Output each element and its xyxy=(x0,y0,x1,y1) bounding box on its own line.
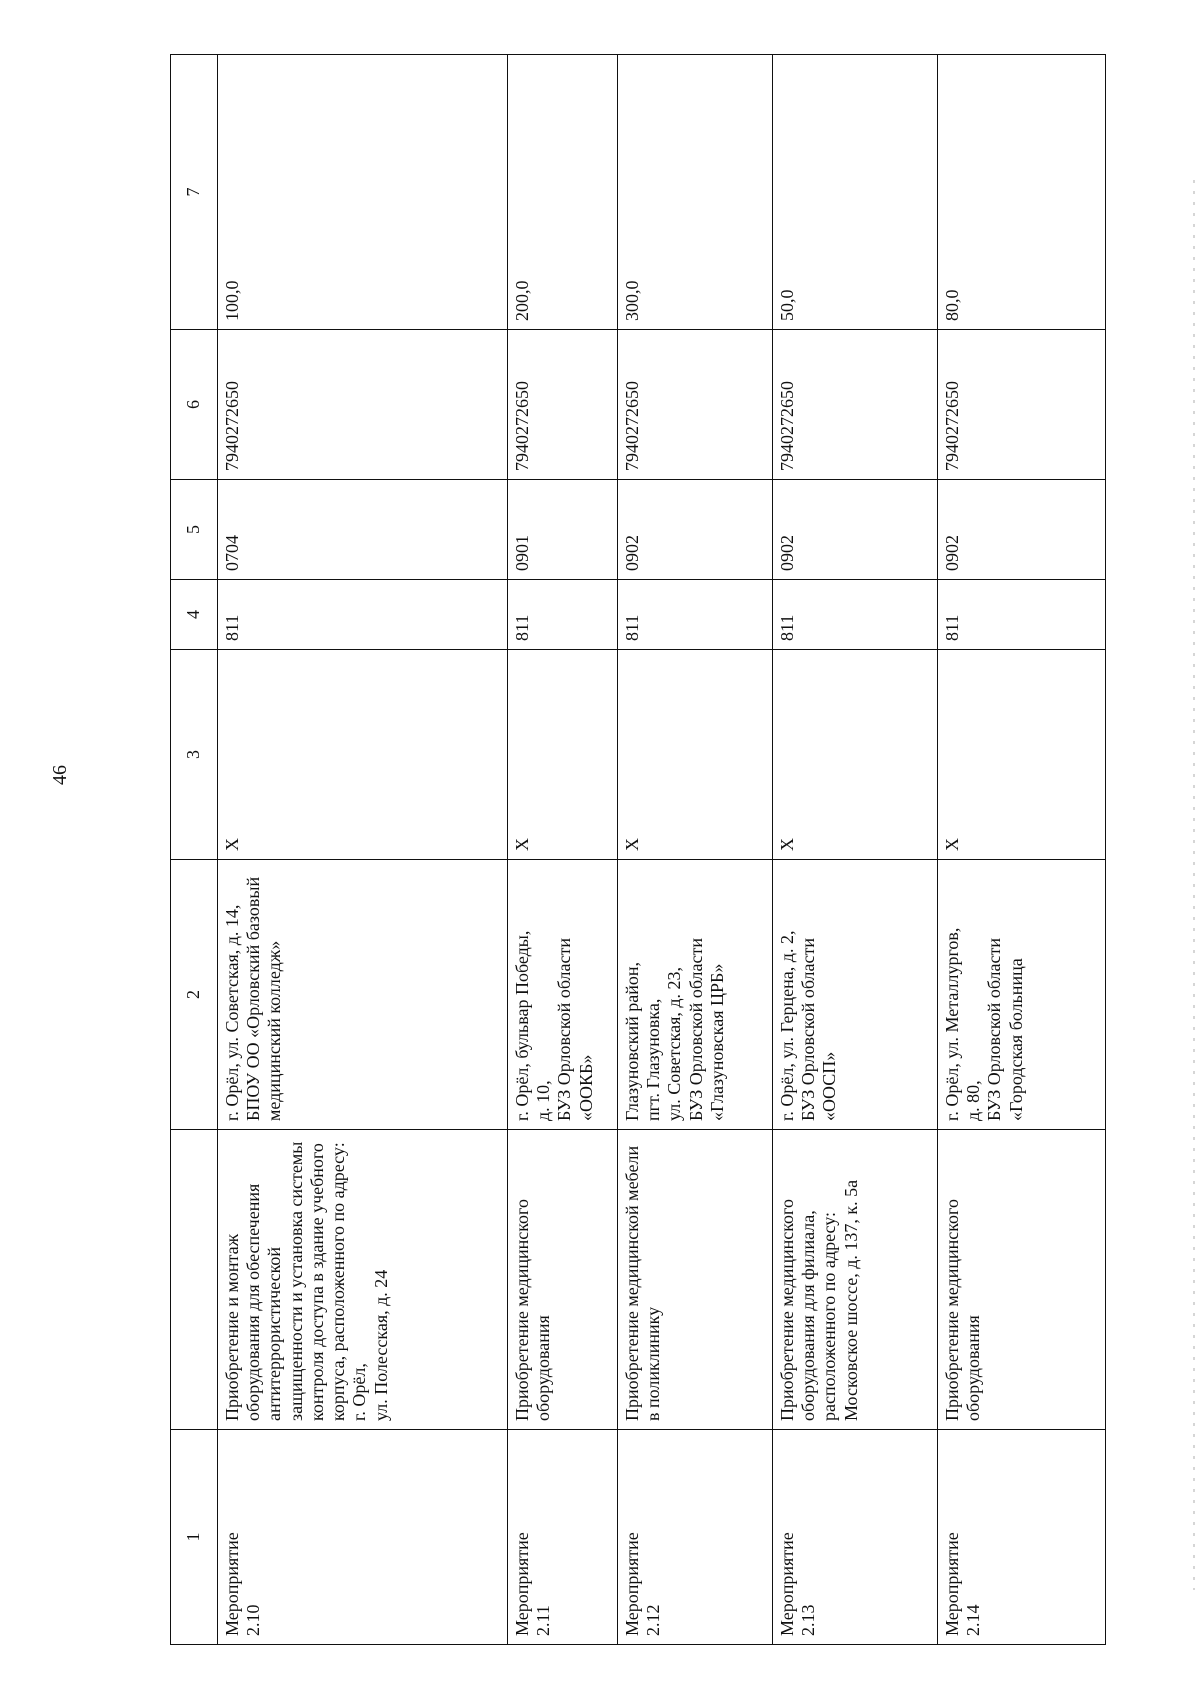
col6-cell: 7940272650 xyxy=(508,330,618,480)
col7-cell: 100,0 xyxy=(218,55,508,330)
address-cell: г. Орёл, ул. Советская, д. 14, БПОУ ОО «Орловский базовый медицинский колледж» xyxy=(218,860,508,1130)
col6-cell: 7940272650 xyxy=(218,330,508,480)
header-cell: 2 xyxy=(171,860,218,1130)
col5-cell: 0902 xyxy=(618,480,773,580)
header-cell: 1 xyxy=(171,1430,218,1645)
address-cell: г. Орёл, бульвар Победы, д. 10, БУЗ Орловской области «ООКБ» xyxy=(508,860,618,1130)
col7-cell: 80,0 xyxy=(938,55,1106,330)
event-id-cell: Мероприятие 2.10 xyxy=(218,1430,508,1645)
header-cell xyxy=(171,1130,218,1430)
col5-cell: 0901 xyxy=(508,480,618,580)
col4-cell: 811 xyxy=(218,580,508,650)
col6-cell: 7940272650 xyxy=(773,330,938,480)
col4-cell: 811 xyxy=(773,580,938,650)
header-cell: 6 xyxy=(171,330,218,480)
header-cell: 7 xyxy=(171,55,218,330)
col3-cell: Х xyxy=(938,650,1106,860)
address-cell: Глазуновский район, пгт. Глазуновка, ул. Советская, д. 23, БУЗ Орловской области «Глазуновская ЦРБ» xyxy=(618,860,773,1130)
col6-cell: 7940272650 xyxy=(618,330,773,480)
event-description-cell: Приобретение медицинского оборудования xyxy=(508,1130,618,1430)
col7-cell: 300,0 xyxy=(618,55,773,330)
column-number-header xyxy=(171,55,218,1645)
table-row xyxy=(938,55,1106,1645)
col5-cell: 0902 xyxy=(773,480,938,580)
header-cell: 5 xyxy=(171,480,218,580)
rotated-table-wrapper xyxy=(170,55,1100,1645)
col3-cell: Х xyxy=(218,650,508,860)
event-id-cell: Мероприятие 2.13 xyxy=(773,1430,938,1645)
col7-cell: 50,0 xyxy=(773,55,938,330)
event-id-cell: Мероприятие 2.11 xyxy=(508,1430,618,1645)
col5-cell: 0902 xyxy=(938,480,1106,580)
budget-table xyxy=(170,54,1106,1645)
event-id-cell: Мероприятие 2.12 xyxy=(618,1430,773,1645)
col3-cell: Х xyxy=(508,650,618,860)
address-cell: г. Орёл, ул. Герцена, д. 2, БУЗ Орловской области «ООСП» xyxy=(773,860,938,1130)
col3-cell: Х xyxy=(773,650,938,860)
col4-cell: 811 xyxy=(618,580,773,650)
page-number: 46 xyxy=(49,765,71,785)
header-cell: 3 xyxy=(171,650,218,860)
table-row xyxy=(773,55,938,1645)
col5-cell: 0704 xyxy=(218,480,508,580)
col6-cell: 7940272650 xyxy=(938,330,1106,480)
table-row xyxy=(508,55,618,1645)
col7-cell: 200,0 xyxy=(508,55,618,330)
event-description-cell: Приобретение медицинского оборудования xyxy=(938,1130,1106,1430)
col4-cell: 811 xyxy=(508,580,618,650)
event-description-cell: Приобретение медицинского оборудования для филиала, расположенного по адресу: Московское шоссе, д. 137, к. 5а xyxy=(773,1130,938,1430)
event-id-cell: Мероприятие 2.14 xyxy=(938,1430,1106,1645)
header-cell: 4 xyxy=(171,580,218,650)
col4-cell: 811 xyxy=(938,580,1106,650)
scan-edge-artifact xyxy=(1193,180,1195,1590)
col3-cell: Х xyxy=(618,650,773,860)
event-description-cell: Приобретение медицинской мебели в поликлинику xyxy=(618,1130,773,1430)
table-row xyxy=(618,55,773,1645)
event-description-cell: Приобретение и монтаж оборудования для обеспечения антитеррористической защищенности и установка системы контроля доступа в здание учебного корпуса, расположенного по адресу: г. Орёл, ул. Полесская, д. 24 xyxy=(218,1130,508,1430)
table-row xyxy=(218,55,508,1645)
address-cell: г. Орёл, ул. Металлургов, д. 80, БУЗ Орловской области «Городская больница xyxy=(938,860,1106,1130)
